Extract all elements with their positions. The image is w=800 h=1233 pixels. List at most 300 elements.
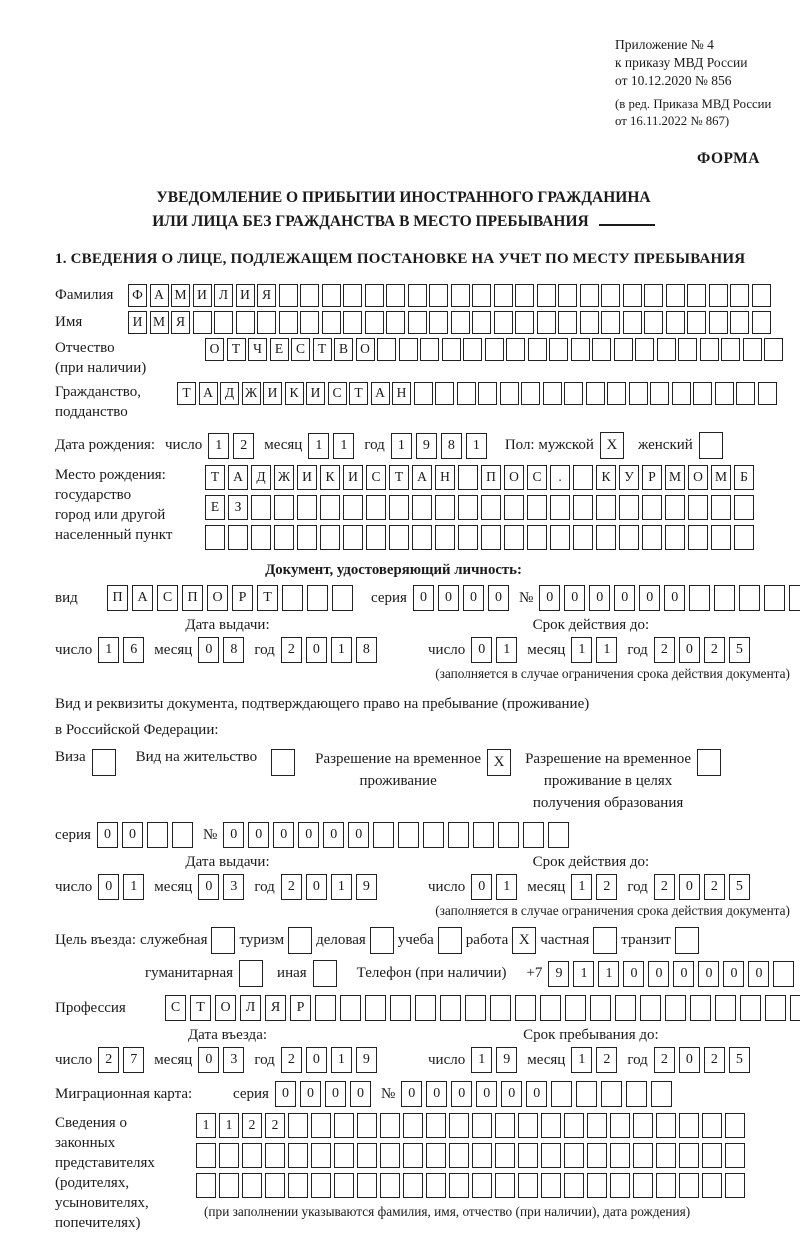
char-box[interactable]	[714, 585, 735, 611]
char-box[interactable]	[623, 311, 642, 334]
char-box[interactable]	[343, 495, 363, 520]
char-box[interactable]	[690, 995, 711, 1021]
char-box[interactable]	[297, 495, 317, 520]
char-box[interactable]	[593, 927, 617, 954]
char-box[interactable]	[472, 1113, 492, 1138]
char-box[interactable]	[440, 995, 461, 1021]
char-box[interactable]	[601, 284, 620, 307]
char-box[interactable]	[564, 1113, 584, 1138]
char-box[interactable]	[596, 525, 616, 550]
char-box[interactable]	[386, 311, 405, 334]
char-box[interactable]	[623, 284, 642, 307]
char-box[interactable]	[551, 1081, 572, 1107]
char-box[interactable]	[389, 525, 409, 550]
char-box[interactable]	[373, 822, 394, 848]
char-box[interactable]	[408, 284, 427, 307]
char-box[interactable]: И	[263, 382, 282, 405]
char-box[interactable]: Т	[190, 995, 211, 1021]
char-box[interactable]	[494, 311, 513, 334]
char-box[interactable]	[463, 338, 482, 361]
char-box[interactable]: 2	[654, 637, 675, 663]
char-box[interactable]	[644, 311, 663, 334]
char-box[interactable]	[610, 1173, 630, 1198]
char-box[interactable]	[429, 284, 448, 307]
char-box[interactable]	[265, 1173, 285, 1198]
char-box[interactable]: 2	[233, 433, 254, 459]
char-box[interactable]: О	[688, 465, 708, 490]
char-box[interactable]	[734, 495, 754, 520]
char-box[interactable]: И	[193, 284, 212, 307]
char-box[interactable]	[548, 822, 569, 848]
char-box[interactable]: А	[228, 465, 248, 490]
char-box[interactable]: 0	[614, 585, 635, 611]
char-box[interactable]	[541, 1143, 561, 1168]
char-box[interactable]: 0	[401, 1081, 422, 1107]
char-box[interactable]	[196, 1173, 216, 1198]
char-box[interactable]: 0	[198, 1047, 219, 1073]
char-box[interactable]: Е	[205, 495, 225, 520]
char-box[interactable]: С	[527, 465, 547, 490]
char-box[interactable]	[426, 1173, 446, 1198]
char-box[interactable]: Я	[171, 311, 190, 334]
char-box[interactable]	[403, 1173, 423, 1198]
char-box[interactable]	[307, 585, 328, 611]
char-box[interactable]: 1	[331, 874, 352, 900]
char-box[interactable]	[193, 311, 212, 334]
char-box[interactable]	[619, 525, 639, 550]
char-box[interactable]	[610, 1143, 630, 1168]
char-box[interactable]: 9	[496, 1047, 517, 1073]
char-box[interactable]: 0	[98, 874, 119, 900]
char-box[interactable]: 0	[300, 1081, 321, 1107]
char-box[interactable]: 0	[664, 585, 685, 611]
char-box[interactable]	[343, 525, 363, 550]
char-box[interactable]	[679, 1143, 699, 1168]
char-box[interactable]	[697, 749, 721, 776]
char-box[interactable]: О	[207, 585, 228, 611]
char-box[interactable]: 8	[356, 637, 377, 663]
char-box[interactable]	[699, 432, 723, 459]
char-box[interactable]: 2	[596, 874, 617, 900]
char-box[interactable]: 2	[596, 1047, 617, 1073]
char-box[interactable]	[565, 995, 586, 1021]
char-box[interactable]: И	[343, 465, 363, 490]
char-box[interactable]	[458, 495, 478, 520]
char-box[interactable]: 9	[548, 961, 569, 987]
char-box[interactable]: М	[711, 465, 731, 490]
char-box[interactable]	[730, 311, 749, 334]
char-box[interactable]: 1	[98, 637, 119, 663]
char-box[interactable]: Ж	[274, 465, 294, 490]
char-box[interactable]	[730, 284, 749, 307]
char-box[interactable]: С	[328, 382, 347, 405]
char-box[interactable]: 1	[573, 961, 594, 987]
char-box[interactable]: 2	[704, 637, 725, 663]
char-box[interactable]	[580, 311, 599, 334]
char-box[interactable]	[679, 1113, 699, 1138]
char-box[interactable]	[518, 1113, 538, 1138]
char-box[interactable]: 0	[426, 1081, 447, 1107]
char-box[interactable]	[590, 995, 611, 1021]
char-box[interactable]	[725, 1113, 745, 1138]
char-box[interactable]	[239, 960, 263, 987]
char-box[interactable]: Б	[734, 465, 754, 490]
char-box[interactable]: 2	[281, 637, 302, 663]
char-box[interactable]: Р	[642, 465, 662, 490]
char-box[interactable]	[435, 495, 455, 520]
char-box[interactable]: 7	[123, 1047, 144, 1073]
char-box[interactable]	[357, 1113, 377, 1138]
char-box[interactable]	[573, 525, 593, 550]
char-box[interactable]	[580, 284, 599, 307]
char-box[interactable]: 0	[539, 585, 560, 611]
char-box[interactable]: 0	[223, 822, 244, 848]
char-box[interactable]	[472, 1173, 492, 1198]
char-box[interactable]	[426, 1143, 446, 1168]
char-box[interactable]	[715, 382, 734, 405]
char-box[interactable]	[739, 585, 760, 611]
char-box[interactable]: 0	[325, 1081, 346, 1107]
char-box[interactable]: 1	[571, 874, 592, 900]
char-box[interactable]: 9	[356, 1047, 377, 1073]
char-box[interactable]	[672, 382, 691, 405]
char-box[interactable]: X	[487, 749, 511, 776]
char-box[interactable]	[665, 525, 685, 550]
char-box[interactable]: 1	[571, 1047, 592, 1073]
char-box[interactable]: 2	[242, 1113, 262, 1138]
char-box[interactable]	[365, 311, 384, 334]
char-box[interactable]	[377, 338, 396, 361]
char-box[interactable]	[205, 525, 225, 550]
char-box[interactable]	[423, 822, 444, 848]
char-box[interactable]: 1	[208, 433, 229, 459]
char-box[interactable]: 9	[416, 433, 437, 459]
char-box[interactable]	[322, 311, 341, 334]
char-box[interactable]: 2	[98, 1047, 119, 1073]
char-box[interactable]	[725, 1173, 745, 1198]
char-box[interactable]	[334, 1113, 354, 1138]
char-box[interactable]: 0	[526, 1081, 547, 1107]
char-box[interactable]	[481, 525, 501, 550]
char-box[interactable]: М	[171, 284, 190, 307]
char-box[interactable]	[626, 1081, 647, 1107]
char-box[interactable]: 2	[704, 874, 725, 900]
char-box[interactable]: Л	[214, 284, 233, 307]
char-box[interactable]	[478, 382, 497, 405]
char-box[interactable]	[485, 338, 504, 361]
char-box[interactable]: 0	[639, 585, 660, 611]
char-box[interactable]	[743, 338, 762, 361]
char-box[interactable]	[506, 338, 525, 361]
char-box[interactable]	[666, 284, 685, 307]
char-box[interactable]	[279, 311, 298, 334]
char-box[interactable]	[288, 1113, 308, 1138]
char-box[interactable]: К	[320, 465, 340, 490]
char-box[interactable]	[366, 525, 386, 550]
char-box[interactable]: 0	[323, 822, 344, 848]
char-box[interactable]	[380, 1113, 400, 1138]
char-box[interactable]: А	[199, 382, 218, 405]
char-box[interactable]	[758, 382, 777, 405]
char-box[interactable]: 5	[729, 637, 750, 663]
char-box[interactable]	[721, 338, 740, 361]
char-box[interactable]	[773, 961, 794, 987]
char-box[interactable]: 0	[623, 961, 644, 987]
char-box[interactable]: 0	[648, 961, 669, 987]
char-box[interactable]: М	[665, 465, 685, 490]
char-box[interactable]	[709, 311, 728, 334]
char-box[interactable]	[633, 1113, 653, 1138]
char-box[interactable]	[711, 525, 731, 550]
char-box[interactable]	[644, 284, 663, 307]
char-box[interactable]: С	[165, 995, 186, 1021]
char-box[interactable]	[640, 995, 661, 1021]
char-box[interactable]: 2	[654, 874, 675, 900]
char-box[interactable]	[564, 1143, 584, 1168]
char-box[interactable]	[498, 822, 519, 848]
char-box[interactable]	[495, 1173, 515, 1198]
char-box[interactable]	[251, 525, 271, 550]
char-box[interactable]: 1	[308, 433, 329, 459]
char-box[interactable]	[635, 338, 654, 361]
char-box[interactable]	[414, 382, 433, 405]
char-box[interactable]: Ж	[242, 382, 261, 405]
char-box[interactable]	[650, 382, 669, 405]
char-box[interactable]: X	[600, 432, 624, 459]
char-box[interactable]	[412, 525, 432, 550]
char-box[interactable]	[725, 1143, 745, 1168]
char-box[interactable]: 0	[306, 637, 327, 663]
char-box[interactable]	[564, 1173, 584, 1198]
char-box[interactable]	[390, 995, 411, 1021]
char-box[interactable]	[442, 338, 461, 361]
char-box[interactable]	[472, 311, 491, 334]
char-box[interactable]	[523, 822, 544, 848]
char-box[interactable]	[311, 1113, 331, 1138]
char-box[interactable]: 0	[471, 637, 492, 663]
char-box[interactable]	[619, 495, 639, 520]
char-box[interactable]	[709, 284, 728, 307]
char-box[interactable]: 1	[471, 1047, 492, 1073]
char-box[interactable]	[398, 822, 419, 848]
char-box[interactable]	[147, 822, 168, 848]
char-box[interactable]: 0	[463, 585, 484, 611]
char-box[interactable]	[429, 311, 448, 334]
char-box[interactable]	[573, 495, 593, 520]
char-box[interactable]: У	[619, 465, 639, 490]
char-box[interactable]	[311, 1143, 331, 1168]
char-box[interactable]: 1	[598, 961, 619, 987]
char-box[interactable]	[518, 1173, 538, 1198]
char-box[interactable]: 2	[281, 1047, 302, 1073]
char-box[interactable]	[300, 284, 319, 307]
char-box[interactable]	[541, 1113, 561, 1138]
char-box[interactable]	[380, 1173, 400, 1198]
char-box[interactable]	[426, 1113, 446, 1138]
char-box[interactable]: 0	[198, 637, 219, 663]
char-box[interactable]	[219, 1173, 239, 1198]
char-box[interactable]: 0	[698, 961, 719, 987]
char-box[interactable]: .	[550, 465, 570, 490]
char-box[interactable]: 0	[451, 1081, 472, 1107]
char-box[interactable]: С	[157, 585, 178, 611]
char-box[interactable]	[587, 1173, 607, 1198]
char-box[interactable]	[642, 495, 662, 520]
char-box[interactable]: Т	[177, 382, 196, 405]
char-box[interactable]	[408, 311, 427, 334]
char-box[interactable]	[537, 311, 556, 334]
char-box[interactable]	[656, 1143, 676, 1168]
char-box[interactable]	[490, 995, 511, 1021]
char-box[interactable]	[596, 495, 616, 520]
char-box[interactable]: 1	[496, 874, 517, 900]
char-box[interactable]	[734, 525, 754, 550]
char-box[interactable]	[420, 338, 439, 361]
char-box[interactable]: И	[128, 311, 147, 334]
char-box[interactable]	[196, 1143, 216, 1168]
char-box[interactable]	[458, 465, 478, 490]
char-box[interactable]	[288, 1143, 308, 1168]
char-box[interactable]	[711, 495, 731, 520]
char-box[interactable]	[521, 382, 540, 405]
char-box[interactable]	[481, 495, 501, 520]
char-box[interactable]: Р	[232, 585, 253, 611]
char-box[interactable]	[219, 1143, 239, 1168]
char-box[interactable]	[449, 1143, 469, 1168]
char-box[interactable]: 0	[501, 1081, 522, 1107]
char-box[interactable]	[257, 311, 276, 334]
char-box[interactable]: П	[481, 465, 501, 490]
char-box[interactable]	[315, 995, 336, 1021]
char-box[interactable]	[601, 1081, 622, 1107]
char-box[interactable]: П	[182, 585, 203, 611]
char-box[interactable]: 0	[273, 822, 294, 848]
char-box[interactable]: Я	[257, 284, 276, 307]
char-box[interactable]: Т	[313, 338, 332, 361]
char-box[interactable]: И	[297, 465, 317, 490]
char-box[interactable]	[752, 284, 771, 307]
char-box[interactable]	[587, 1143, 607, 1168]
char-box[interactable]	[236, 311, 255, 334]
char-box[interactable]	[403, 1113, 423, 1138]
char-box[interactable]	[320, 525, 340, 550]
char-box[interactable]: Я	[265, 995, 286, 1021]
char-box[interactable]: Н	[435, 465, 455, 490]
char-box[interactable]: 0	[748, 961, 769, 987]
char-box[interactable]	[550, 495, 570, 520]
char-box[interactable]	[472, 284, 491, 307]
char-box[interactable]: Л	[240, 995, 261, 1021]
char-box[interactable]	[412, 495, 432, 520]
char-box[interactable]	[537, 284, 556, 307]
char-box[interactable]: П	[107, 585, 128, 611]
char-box[interactable]	[334, 1173, 354, 1198]
char-box[interactable]	[228, 525, 248, 550]
char-box[interactable]: 0	[679, 874, 700, 900]
char-box[interactable]: 1	[466, 433, 487, 459]
char-box[interactable]: Д	[251, 465, 271, 490]
char-box[interactable]: 0	[488, 585, 509, 611]
char-box[interactable]	[656, 1173, 676, 1198]
char-box[interactable]	[472, 1143, 492, 1168]
char-box[interactable]	[528, 338, 547, 361]
char-box[interactable]: О	[504, 465, 524, 490]
char-box[interactable]	[702, 1173, 722, 1198]
char-box[interactable]: К	[285, 382, 304, 405]
char-box[interactable]	[242, 1173, 262, 1198]
char-box[interactable]	[515, 284, 534, 307]
char-box[interactable]	[288, 927, 312, 954]
char-box[interactable]	[678, 338, 697, 361]
char-box[interactable]: 0	[476, 1081, 497, 1107]
char-box[interactable]: Д	[220, 382, 239, 405]
char-box[interactable]	[172, 822, 193, 848]
char-box[interactable]	[311, 1173, 331, 1198]
char-box[interactable]	[765, 995, 786, 1021]
char-box[interactable]	[449, 1173, 469, 1198]
char-box[interactable]	[573, 465, 593, 490]
char-box[interactable]: 1	[391, 433, 412, 459]
char-box[interactable]	[494, 284, 513, 307]
char-box[interactable]	[693, 382, 712, 405]
char-box[interactable]	[515, 311, 534, 334]
char-box[interactable]: 5	[729, 874, 750, 900]
char-box[interactable]	[592, 338, 611, 361]
char-box[interactable]: И	[306, 382, 325, 405]
char-box[interactable]: 2	[654, 1047, 675, 1073]
char-box[interactable]: 0	[679, 637, 700, 663]
char-box[interactable]	[702, 1143, 722, 1168]
char-box[interactable]: 0	[413, 585, 434, 611]
char-box[interactable]	[357, 1173, 377, 1198]
char-box[interactable]	[365, 995, 386, 1021]
char-box[interactable]	[279, 284, 298, 307]
char-box[interactable]: 0	[564, 585, 585, 611]
char-box[interactable]: 0	[298, 822, 319, 848]
char-box[interactable]	[642, 525, 662, 550]
char-box[interactable]: 1	[496, 637, 517, 663]
char-box[interactable]: О	[356, 338, 375, 361]
char-box[interactable]: 1	[571, 637, 592, 663]
char-box[interactable]	[300, 311, 319, 334]
char-box[interactable]	[435, 525, 455, 550]
char-box[interactable]: 0	[122, 822, 143, 848]
char-box[interactable]	[449, 1113, 469, 1138]
char-box[interactable]	[665, 995, 686, 1021]
char-box[interactable]: 2	[265, 1113, 285, 1138]
char-box[interactable]	[288, 1173, 308, 1198]
char-box[interactable]	[657, 338, 676, 361]
char-box[interactable]	[656, 1113, 676, 1138]
char-box[interactable]	[527, 525, 547, 550]
char-box[interactable]	[403, 1143, 423, 1168]
char-box[interactable]	[614, 338, 633, 361]
char-box[interactable]	[465, 995, 486, 1021]
char-box[interactable]	[438, 927, 462, 954]
char-box[interactable]	[687, 311, 706, 334]
char-box[interactable]: А	[412, 465, 432, 490]
char-box[interactable]	[558, 311, 577, 334]
char-box[interactable]: М	[150, 311, 169, 334]
char-box[interactable]	[558, 284, 577, 307]
char-box[interactable]: 2	[281, 874, 302, 900]
char-box[interactable]	[343, 311, 362, 334]
char-box[interactable]	[540, 995, 561, 1021]
char-box[interactable]	[435, 382, 454, 405]
char-box[interactable]: Н	[392, 382, 411, 405]
char-box[interactable]	[571, 338, 590, 361]
char-box[interactable]	[504, 495, 524, 520]
